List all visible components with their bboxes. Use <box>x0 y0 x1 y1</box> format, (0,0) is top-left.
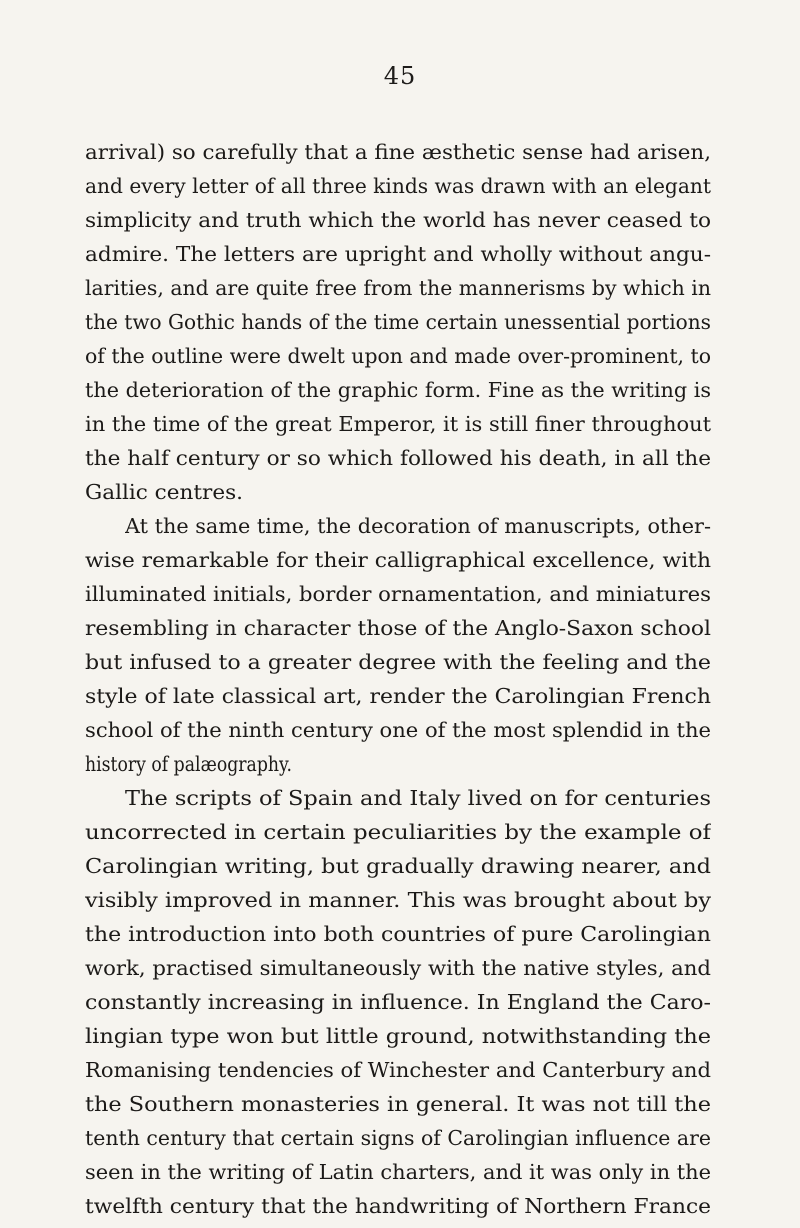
text-line: uncorrected in certain peculiarities by the example of <box>85 820 711 844</box>
text-line: larities, and are quite free from the mannerisms by which in <box>85 276 711 300</box>
text-line: school of the ninth century one of the most splendid in the <box>85 718 711 742</box>
text-line: the Southern monasteries in general. It was not till the <box>85 1092 711 1116</box>
text-line: the two Gothic hands of the time certain unessential portions <box>85 310 711 334</box>
text-line: simplicity and truth which the world has never ceased to <box>85 208 711 232</box>
page-number: 45 <box>383 62 417 90</box>
text-line: the introduction into both countries of pure Carolingian <box>85 922 711 946</box>
text-line: At the same time, the decoration of manuscripts, other- <box>125 514 711 538</box>
text-line: Gallic centres. <box>85 480 243 504</box>
text-line: in the time of the great Emperor, it is still finer throughout <box>85 412 711 436</box>
text-line: constantly increasing in influence. In England the Caro- <box>85 990 711 1014</box>
text-line: the deterioration of the graphic form. Fine as the writing is <box>85 378 711 402</box>
text-line: the half century or so which followed his death, in all the <box>85 446 711 470</box>
text-line: The scripts of Spain and Italy lived on for centuries <box>125 786 711 810</box>
text-line: illuminated initials, border ornamentation, and miniatures <box>85 582 711 606</box>
text-line: Romanising tendencies of Winchester and Canterbury and <box>85 1058 711 1082</box>
text-line: twelfth century that the handwriting of Northern France <box>85 1194 711 1218</box>
text-line: Carolingian writing, but gradually drawing nearer, and <box>85 854 711 878</box>
text-line: arrival) so carefully that a fine æsthetic sense had arisen, <box>85 140 711 164</box>
text-line: visibly improved in manner. This was brought about by <box>85 888 711 912</box>
text-line: of the outline were dwelt upon and made over-prominent, to <box>85 344 711 368</box>
text-line: tenth century that certain signs of Carolingian influence are <box>85 1126 711 1150</box>
text-line: history of palæography. <box>85 752 292 776</box>
text-line: style of late classical art, render the Carolingian French <box>85 684 711 708</box>
text-line: lingian type won but little ground, notwithstanding the <box>85 1024 711 1048</box>
text-line: work, practised simultaneously with the native styles, and <box>85 956 711 980</box>
text-line: admire. The letters are upright and wholly without angu- <box>85 242 711 266</box>
text-line: resembling in character those of the Anglo-Saxon school <box>85 616 711 640</box>
text-line: and every letter of all three kinds was drawn with an elegant <box>85 174 711 198</box>
text-line: wise remarkable for their calligraphical excellence, with <box>85 548 711 572</box>
text-line: seen in the writing of Latin charters, and it was only in the <box>85 1160 711 1184</box>
text-line: but infused to a greater degree with the feeling and the <box>85 650 711 674</box>
